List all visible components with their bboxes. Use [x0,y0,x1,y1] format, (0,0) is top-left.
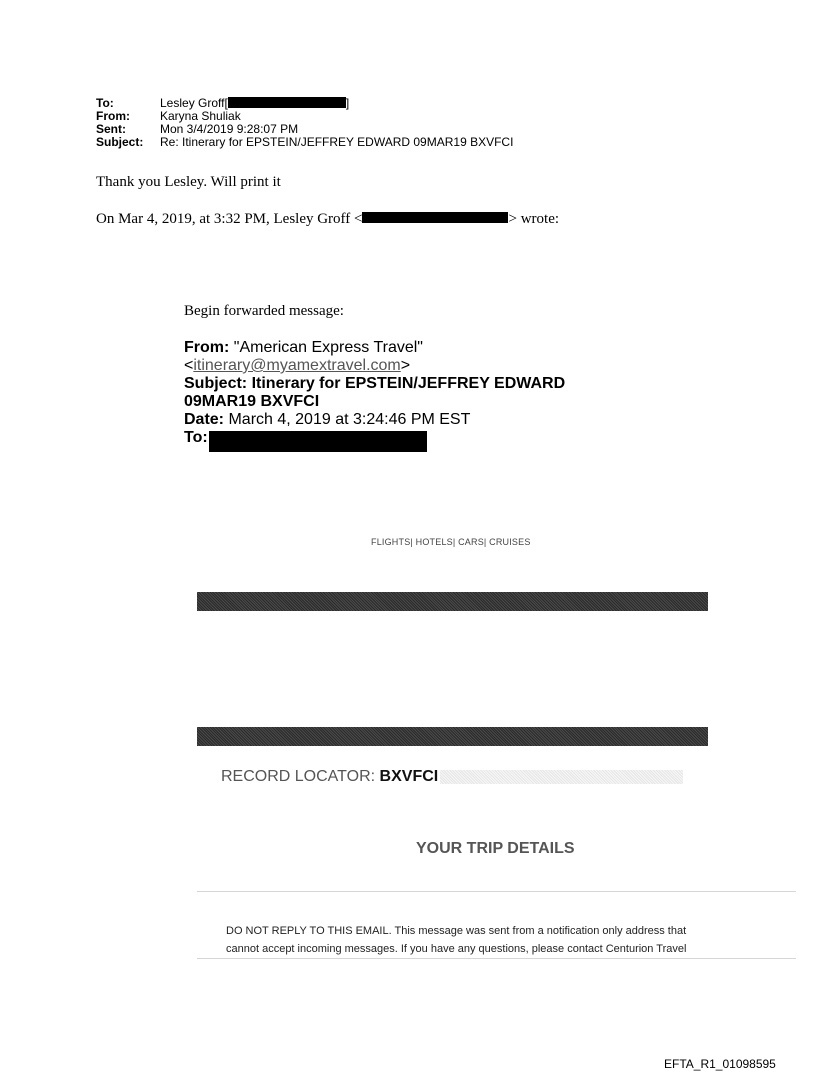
to-label: To: [96,96,114,110]
notice-line-1: DO NOT REPLY TO THIS EMAIL. This message was sent from a notification only address that [226,925,687,937]
from-value: Karyna Shuliak [160,109,241,123]
fwd-subject-line2: 09MAR19 BXVFCI [184,393,320,410]
fwd-subject-line1: Itinerary for EPSTEIN/JEFFREY EDWARD [251,375,566,392]
record-locator-shading [440,770,683,784]
header-to-row [96,97,513,110]
fwd-email-close: > [400,357,411,374]
subject-label: Subject: [96,135,144,149]
redacted-banner-top [197,592,708,611]
fwd-date-label: Date: [184,411,225,428]
fwd-from-name: "American Express Travel" [233,339,423,356]
fwd-from-email-row [184,357,565,375]
divider-top [197,891,796,892]
quote-line [96,211,559,228]
fwd-to-label: To: [184,429,208,446]
record-locator-value: BXVFCI [379,768,439,785]
reply-text: Thank you Lesley. Will print it [96,174,281,190]
fwd-from-row [184,339,565,357]
fwd-from-label: From: [184,339,230,356]
nav-links[interactable]: FLIGHTS| HOTELS| CARS| CRUISES [371,537,531,547]
sent-value: Mon 3/4/2019 9:28:07 PM [160,122,299,136]
redaction-fwd-to [209,431,427,452]
fwd-date-row [184,411,565,429]
trip-details-heading: YOUR TRIP DETAILS [416,840,575,857]
redaction-to-email [228,97,346,108]
to-name: Lesley Groff[ [160,96,228,110]
header-subject-row [96,136,513,149]
fwd-from-email-link[interactable]: itinerary@myamextravel.com [193,357,401,374]
header-from-row [96,110,513,123]
forwarded-intro: Begin forwarded message: [184,303,344,319]
redacted-banner-bottom [197,727,708,746]
record-locator-label: RECORD LOCATOR: [221,768,376,785]
to-close-bracket: ] [345,96,350,110]
from-label: From: [96,109,130,123]
fwd-email-open: < [184,357,194,374]
sent-label: Sent: [96,122,126,136]
bates-number: EFTA_R1_01098595 [664,1057,776,1071]
quote-prefix: On Mar 4, 2019, at 3:32 PM, Lesley Groff < [96,211,363,227]
fwd-subject-row-2 [184,393,565,411]
notice-line-2: cannot accept incoming messages. If you have any questions, please contact Centurion Travel [226,943,687,955]
email-header [96,97,513,149]
no-reply-notice [226,922,766,958]
redaction-quote-email [362,212,508,223]
record-locator [221,768,438,786]
subject-value: Re: Itinerary for EPSTEIN/JEFFREY EDWARD 09MAR19 BXVFCI [160,135,514,149]
fwd-date-value: March 4, 2019 at 3:24:46 PM EST [228,411,471,428]
fwd-subject-row [184,375,565,393]
quote-suffix: > wrote: [508,211,560,227]
fwd-subject-label: Subject: [184,375,248,392]
divider-bottom [197,958,796,959]
